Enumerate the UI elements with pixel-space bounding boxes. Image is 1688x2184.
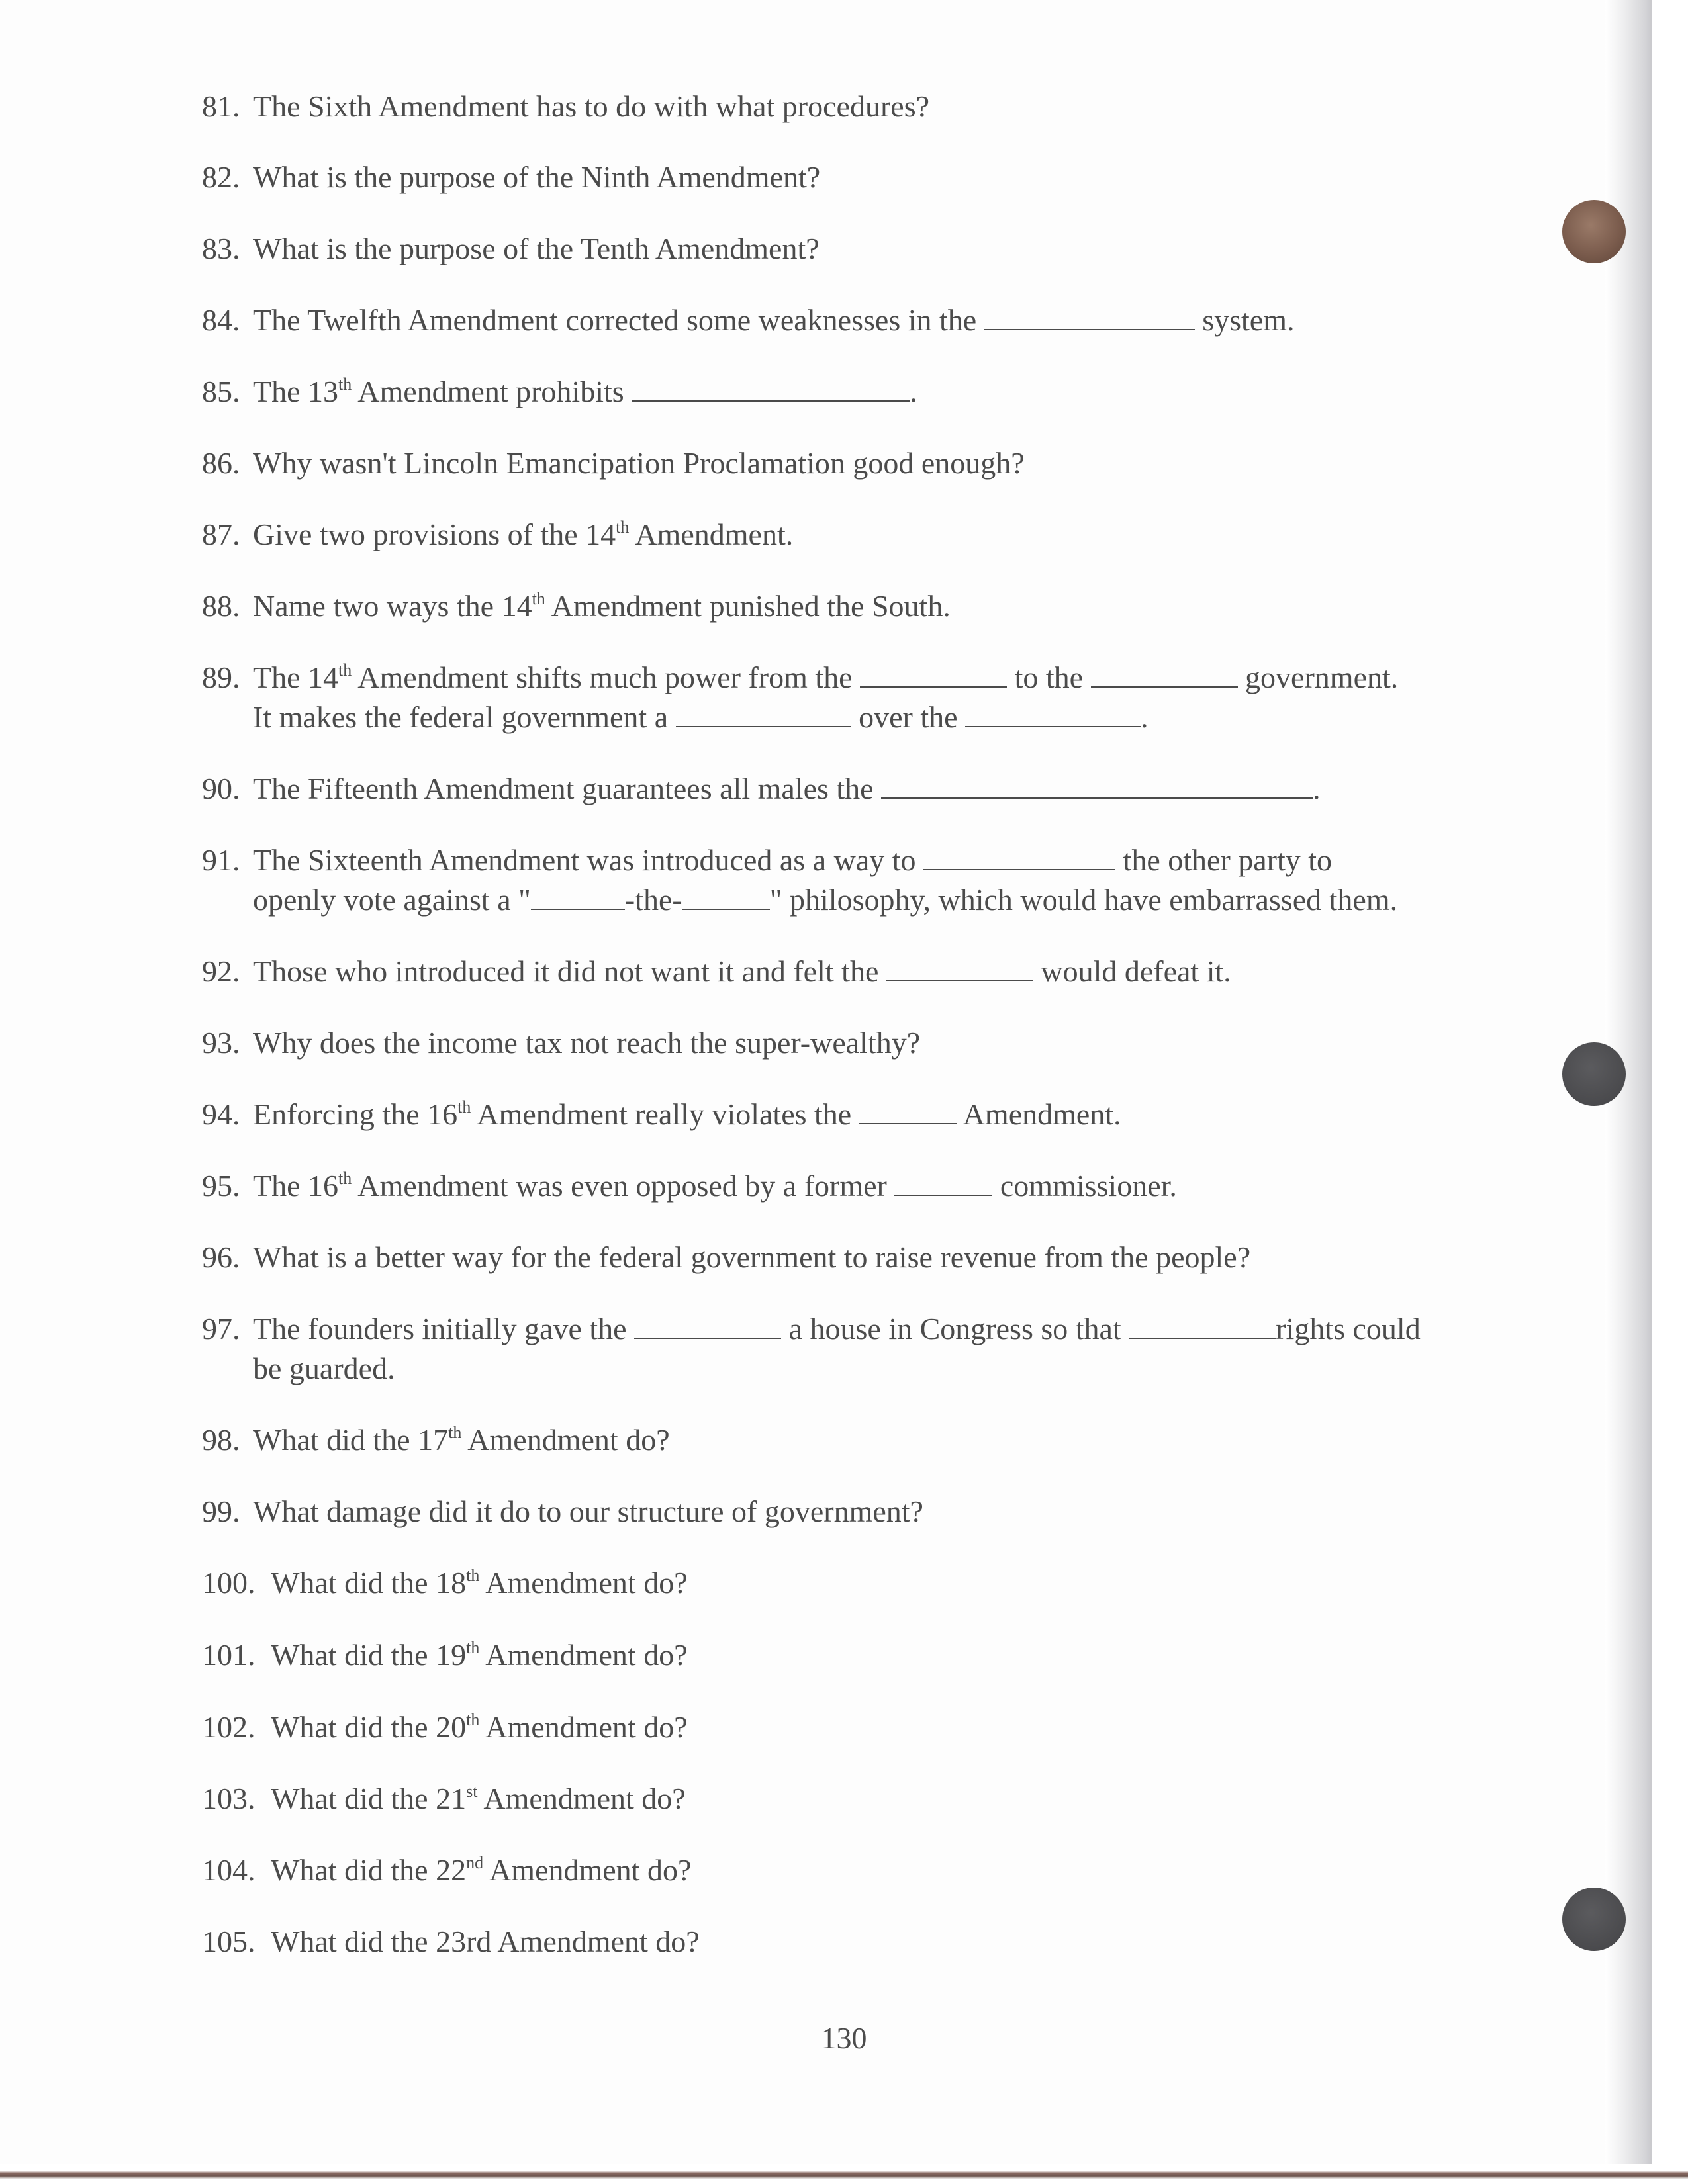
question-text: . [910,375,917,408]
question-text: Amendment do? [489,1853,692,1887]
question-number: 101. [202,1638,256,1672]
question-text: What did the 18 [271,1566,467,1600]
page-number: 130 [821,2021,867,2055]
question-continuation [202,880,1526,920]
question-number: 97. [202,1312,240,1345]
answer-blank[interactable] [881,771,1313,799]
question-text: What did the 22 [271,1853,467,1887]
question-number: 102. [202,1710,256,1744]
question-98 [202,1420,1526,1460]
question-number: 91. [202,843,240,877]
answer-blank[interactable] [531,882,625,910]
question-text: Amendment do? [485,1638,688,1672]
question-number: 90. [202,772,240,805]
question-94 [202,1095,1526,1134]
question-text: Amendment. [635,518,794,551]
question-text: . [1313,772,1321,805]
question-text: Amendment do? [485,1710,688,1744]
ordinal-suffix: th [338,1169,352,1188]
question-89 [202,658,1526,737]
question-number: 87. [202,518,240,551]
question-number: 104. [202,1853,256,1887]
question-text: Amendment shifts much power from the [357,660,853,694]
question-text: Why wasn't Lincoln Emancipation Proclamation good enough? [253,446,1025,480]
answer-blank[interactable] [984,302,1195,330]
question-text: Amendment do? [483,1782,686,1815]
question-text: -the- [624,883,682,917]
question-text: Give two provisions of the 14 [253,518,616,551]
question-text: The 14 [253,660,339,694]
question-text: The founders initially gave the [253,1312,627,1345]
question-text: Enforcing the 16 [253,1097,458,1131]
question-85 [202,372,1526,412]
question-text: Name two ways the 14 [253,589,532,623]
ordinal-suffix: th [338,660,352,680]
ordinal-suffix: nd [466,1853,484,1872]
question-text: What damage did it do to our structure of government? [253,1494,923,1528]
question-103 [202,1779,1526,1819]
question-105 [202,1922,1526,1962]
question-93 [202,1023,1526,1063]
answer-blank[interactable] [682,882,770,910]
question-text: What did the 23rd Amendment do? [271,1925,700,1958]
question-97 [202,1309,1526,1388]
question-number: 99. [202,1494,240,1528]
question-text: Those who introduced it did not want it and felt the [253,954,879,988]
question-text: Amendment punished the South. [551,589,951,623]
page-edge [1652,0,1688,2184]
question-99 [202,1492,1526,1531]
question-text: The Twelfth Amendment corrected some weaknesses in the [253,303,977,337]
question-84 [202,300,1526,340]
scan-bottom-edge [0,2164,1688,2184]
answer-blank[interactable] [632,374,910,402]
question-81 [202,87,1526,126]
question-number: 94. [202,1097,240,1131]
question-text: What is the purpose of the Ninth Amendment? [253,160,821,194]
question-96 [202,1238,1526,1277]
question-90 [202,769,1526,809]
question-101 [202,1635,1526,1675]
question-text: The 13 [253,375,339,408]
question-86 [202,443,1526,483]
question-text: What is the purpose of the Tenth Amendment? [253,232,820,265]
question-text: It makes the federal government a [253,700,669,734]
punch-hole-bottom [1562,1888,1626,1951]
ordinal-suffix: th [466,1638,480,1657]
question-text: system. [1202,303,1295,337]
ordinal-suffix: th [532,589,545,608]
question-104 [202,1850,1526,1890]
ordinal-suffix: th [338,375,352,394]
punch-hole-middle [1562,1042,1626,1106]
answer-blank[interactable] [860,660,1007,688]
question-text: over the [859,700,958,734]
ordinal-suffix: th [448,1423,462,1442]
answer-blank[interactable] [634,1311,781,1339]
answer-blank[interactable] [676,700,851,727]
question-number: 85. [202,375,240,408]
question-91 [202,841,1526,920]
question-number: 95. [202,1169,240,1203]
question-92 [202,952,1526,991]
question-text: What did the 20 [271,1710,467,1744]
question-82 [202,158,1526,197]
question-text: government. [1245,660,1399,694]
question-number: 98. [202,1423,240,1457]
question-number: 96. [202,1240,240,1274]
question-text: Amendment. [962,1097,1121,1131]
question-number: 93. [202,1026,240,1060]
question-number: 82. [202,160,240,194]
answer-blank[interactable] [859,1097,957,1124]
question-102 [202,1707,1526,1747]
answer-blank[interactable] [965,700,1141,727]
question-87 [202,515,1526,555]
answer-blank[interactable] [1091,660,1238,688]
question-text: The Sixth Amendment has to do with what procedures? [253,89,930,123]
question-text: The Fifteenth Amendment guarantees all males the [253,772,874,805]
question-number: 103. [202,1782,256,1815]
question-number: 84. [202,303,240,337]
question-100 [202,1563,1526,1603]
question-text: What is a better way for the federal government to raise revenue from the people? [253,1240,1251,1274]
question-text: " philosophy, which would have embarrassed them. [769,883,1398,917]
question-text: the other party to [1123,843,1333,877]
question-text: to the [1014,660,1084,694]
question-text: What did the 19 [271,1638,467,1672]
ordinal-suffix: th [466,1710,480,1729]
question-text: Amendment was even opposed by a former [357,1169,887,1203]
question-number: 88. [202,589,240,623]
question-text: What did the 21 [271,1782,467,1815]
question-text: . [1141,700,1149,734]
question-number: 100. [202,1566,256,1600]
ordinal-suffix: th [466,1566,480,1585]
question-text: The 16 [253,1169,339,1203]
question-text: openly vote against a " [253,883,531,917]
question-continuation [202,698,1526,737]
question-88 [202,586,1526,626]
question-text: Amendment prohibits [357,375,624,408]
question-text: Why does the income tax not reach the super-wealthy? [253,1026,921,1060]
question-83 [202,229,1526,269]
question-number: 81. [202,89,240,123]
answer-blank[interactable] [1129,1311,1276,1339]
question-text: What did the 17 [253,1423,449,1457]
question-text: would defeat it. [1041,954,1231,988]
question-number: 92. [202,954,240,988]
question-number: 105. [202,1925,256,1958]
question-text: commissioner. [1000,1169,1177,1203]
punch-hole-top [1562,200,1626,263]
question-number: 86. [202,446,240,480]
ordinal-suffix: th [616,518,630,537]
ordinal-suffix: th [457,1097,471,1116]
answer-blank[interactable] [923,842,1115,870]
answer-blank[interactable] [894,1168,992,1196]
question-number: 83. [202,232,240,265]
question-text: Amendment really violates the [477,1097,852,1131]
question-95 [202,1166,1526,1206]
answer-blank[interactable] [886,954,1033,981]
question-text: rights could [1276,1312,1421,1345]
question-text: The Sixteenth Amendment was introduced as a way to [253,843,916,877]
question-continuation [202,1349,1526,1388]
question-text: Amendment do? [485,1566,688,1600]
question-text: a house in Congress so that [788,1312,1121,1345]
question-number: 89. [202,660,240,694]
question-text: be guarded. [253,1351,395,1385]
question-text: Amendment do? [467,1423,670,1457]
ordinal-suffix: st [466,1782,478,1801]
